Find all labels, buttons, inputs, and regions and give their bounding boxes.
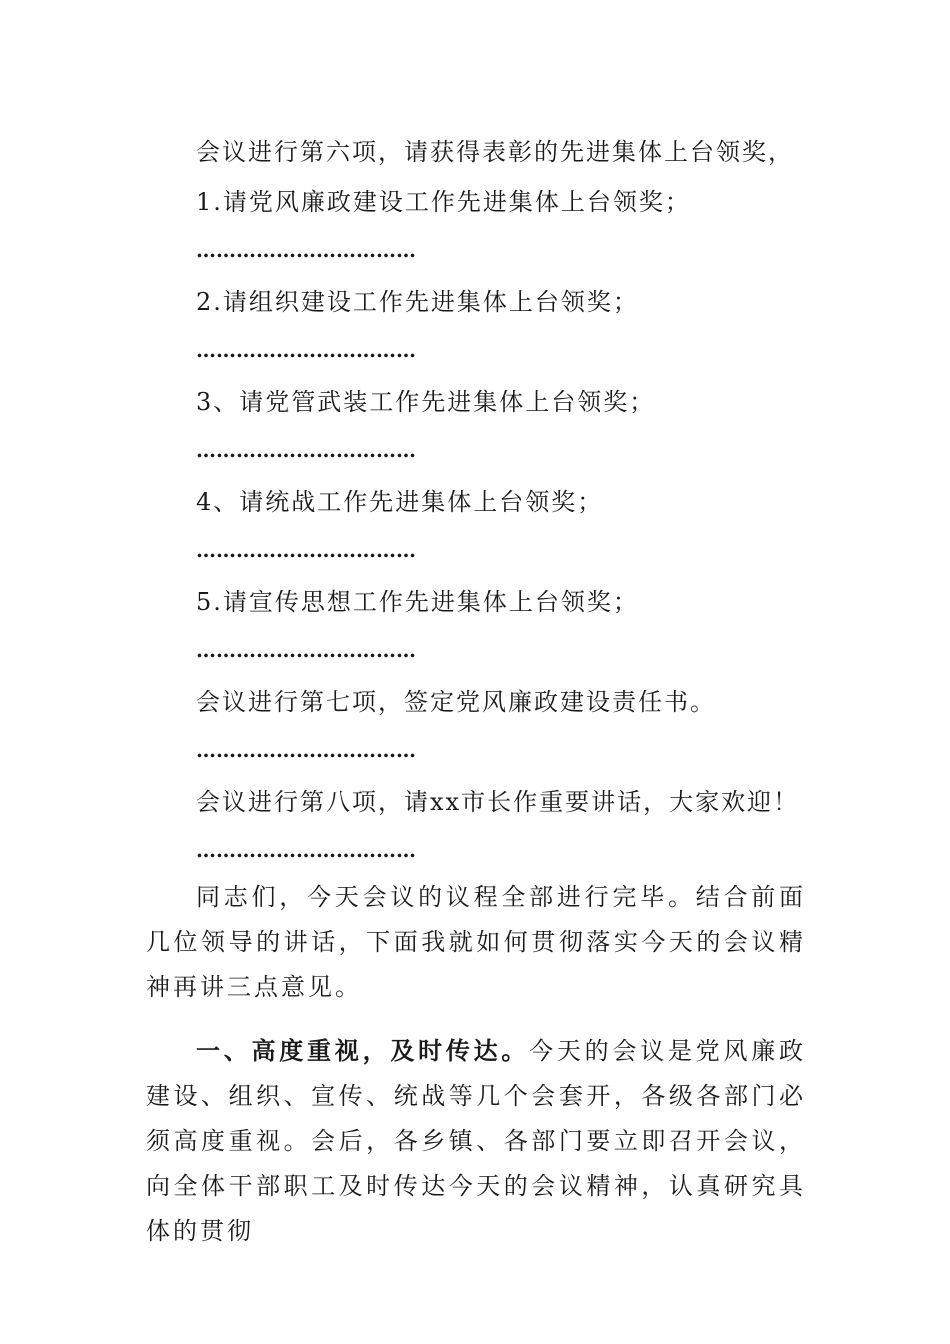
agenda-item-six: 会议进行第六项，请获得表彰的先进集体上台领奖，	[196, 138, 794, 166]
point-one-heading: 一、高度重视，及时传达。	[196, 1036, 530, 1065]
point-one-body: 今天的会议是党风廉政建设、组织、宣传、统战等几个会套开，各级各部门必须高度重视。会后，各乡镇、各部门要立即召开会议，向全体干部职工及时传达今天的会议精神，认真研究具体的贯彻	[146, 1037, 807, 1245]
ellipsis-line: ……………………………	[196, 538, 416, 562]
award-line-3: 3、请党管武装工作先进集体上台领奖；	[196, 388, 656, 416]
closing-paragraph: 同志们，今天会议的议程全部进行完毕。结合前面几位领导的讲话，下面我就如何贯彻落实今天的会议精神再讲三点意见。	[146, 883, 806, 1001]
award-line-5: 5.请宣传思想工作先进集体上台领奖；	[196, 588, 639, 616]
agenda-item-seven: 会议进行第七项，签定党风廉政建设责任书。	[196, 688, 716, 716]
ellipsis-line: ……………………………	[196, 438, 416, 462]
ellipsis-line: ……………………………	[196, 738, 416, 762]
ellipsis-line: ……………………………	[196, 338, 416, 362]
ellipsis-line: ……………………………	[196, 638, 416, 662]
award-line-1: 1.请党风廉政建设工作先进集体上台领奖；	[196, 188, 691, 216]
ellipsis-line: ……………………………	[196, 238, 416, 262]
award-line-4: 4、请统战工作先进集体上台领奖；	[196, 488, 604, 516]
ellipsis-line: ……………………………	[196, 838, 416, 862]
point-one-paragraph	[146, 1028, 806, 1254]
agenda-item-eight: 会议进行第八项，请xx市长作重要讲话，大家欢迎！	[196, 788, 800, 816]
award-line-2: 2.请组织建设工作先进集体上台领奖；	[196, 288, 639, 316]
